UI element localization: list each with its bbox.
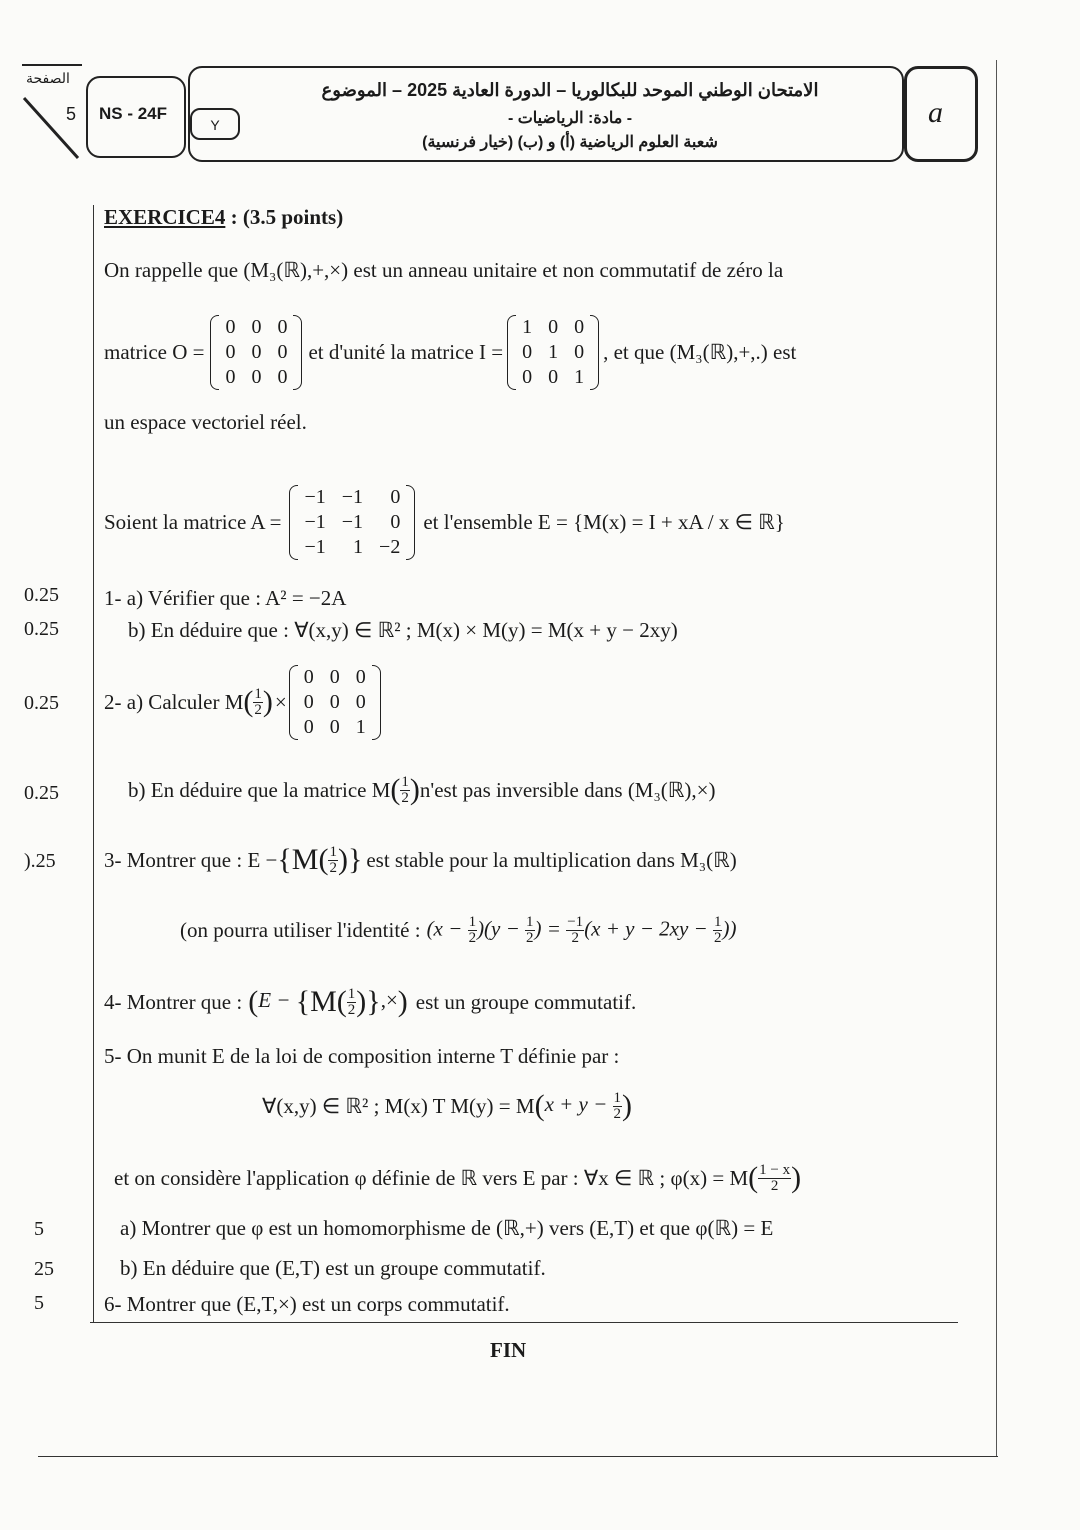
- points-q3: ).25: [24, 850, 56, 872]
- q5-app-text: et on considère l'application φ définie de ℝ vers E par : ∀x ∈ ℝ ; φ(x) = M: [114, 1165, 749, 1190]
- matrix-q2-cell-2-1: 0: [329, 715, 340, 738]
- matrix-q2-cell-2-0: 0: [303, 715, 314, 738]
- exercise-heading: [104, 205, 343, 230]
- matrix-q2-cell-1-1: 0: [329, 690, 340, 713]
- matrix-q2: [289, 665, 381, 740]
- question-5-application: et on considère l'application φ définie de ℝ vers E par : ∀x ∈ ℝ ; φ(x) = M ( $\frac{1 - x}{2}$ ): [114, 1161, 802, 1194]
- question-1b: b) En déduire que : ∀(x,y) ∈ ℝ² ; M(x) × M(y) = M(x + y − 2xy): [128, 618, 678, 642]
- points-q5b: 25: [34, 1258, 54, 1280]
- matrix-a-cell-2-2: −2: [379, 535, 401, 558]
- page-right-rule: [996, 60, 997, 1456]
- matrix-a-cell-0-0: −1: [304, 485, 326, 508]
- q2a-text: 2- a) Calculer M: [104, 689, 244, 714]
- matrix-a-cell-1-1: −1: [341, 510, 364, 533]
- intro-matrix-o-label: matrice O =: [104, 339, 205, 364]
- page-label: الصفحة: [26, 70, 70, 86]
- question-1a: 1- a) Vérifier que : A² = −2A: [104, 586, 347, 610]
- content-bottom-rule: [90, 1322, 958, 1323]
- content-left-rule: [93, 205, 94, 1323]
- matrix-a-cell-0-1: −1: [341, 485, 364, 508]
- matrix-a-cell-2-1: 1: [353, 535, 364, 558]
- matrix-q2-cell-1-0: 0: [303, 690, 314, 713]
- intro-matrix-i-label: et d'unité la matrice I =: [308, 339, 504, 364]
- question-2a: 2- a) Calculer M ( $\frac{1}{2}$ ) × 0 0 0 0 0 0 0 0 1: [104, 654, 381, 750]
- intro-vector-space: , et que (M₃(ℝ),+,.) est: [603, 339, 797, 364]
- matrix-i-cell-2-2: 1: [574, 365, 585, 388]
- q3-hint-text: (on pourra utiliser l'identité :: [180, 917, 421, 942]
- question-6: 6- Montrer que (E,T,×) est un corps commutatif.: [104, 1292, 510, 1316]
- matrix-o-cell-1-1: 0: [251, 340, 262, 363]
- corner-mark: a: [928, 96, 943, 129]
- matrix-i: [507, 315, 599, 390]
- matrix-o: [210, 315, 302, 390]
- matrix-o-cell-1-0: 0: [225, 340, 236, 363]
- fraction-half: $\frac{1}{2}$: [254, 685, 262, 718]
- intro-line-2: [104, 302, 796, 402]
- def-matrix-label: Soient la matrice A =: [104, 509, 282, 534]
- matrix-o-cell-2-0: 0: [225, 365, 236, 388]
- question-3-hint: (on pourra utiliser l'identité : (x − $\frac{1}{2}$ )(y − $\frac{1}{2}$ ) = $\frac{-1}{2}$ (x + y − 2xy − $\frac{1}{2}$ )): [180, 913, 737, 946]
- matrix-o-cell-2-1: 0: [251, 365, 262, 388]
- intro-line-1: On rappelle que (M₃(ℝ),+,×) est un anneau unitaire et non commutatif de zéro la: [104, 258, 784, 282]
- q4-text-b: est un groupe commutatif.: [415, 989, 637, 1014]
- points-q6: 5: [34, 1292, 44, 1314]
- matrix-q2-cell-1-2: 0: [355, 690, 366, 713]
- question-5-law: ∀(x,y) ∈ ℝ² ; M(x) T M(y) = M (x + y − $\frac{1}{2}$ ): [262, 1089, 633, 1122]
- question-5: 5- On munit E de la loi de composition interne T définie par :: [104, 1044, 620, 1068]
- matrix-a-cell-1-0: −1: [304, 510, 326, 533]
- page-number: 5: [66, 104, 77, 124]
- page-bottom-rule: [38, 1456, 998, 1457]
- matrix-a: [289, 485, 415, 560]
- q3-text-b: est stable pour la multiplication dans M₃(ℝ): [366, 847, 737, 872]
- question-5b: b) En déduire que (E,T) est un groupe commutatif.: [120, 1256, 546, 1280]
- points-q1a: 0.25: [24, 584, 59, 606]
- matrix-i-cell-1-2: 0: [574, 340, 585, 363]
- q4-text-a: 4- Montrer que :: [104, 989, 243, 1014]
- exam-code: NS - 24F: [99, 104, 168, 123]
- end-marker: FIN: [490, 1338, 527, 1362]
- matrix-i-cell-1-0: 0: [522, 340, 533, 363]
- def-set-e: et l'ensemble E = {M(x) = I + xA / x ∈ ℝ}: [423, 509, 785, 534]
- question-2b: b) En déduire que la matrice M ( $\frac{1}{2}$ ) n'est pas inversible dans (M₃(ℝ),×): [128, 773, 716, 806]
- matrix-i-cell-0-0: 1: [522, 315, 533, 338]
- intro-line-3: un espace vectoriel réel.: [104, 410, 307, 434]
- matrix-i-cell-2-0: 0: [522, 365, 533, 388]
- exercise-title: EXERCICE4: [104, 205, 226, 229]
- matrix-a-cell-2-0: −1: [304, 535, 326, 558]
- q5-law-text: ∀(x,y) ∈ ℝ² ; M(x) T M(y) = M: [262, 1093, 535, 1118]
- matrix-i-cell-1-1: 1: [548, 340, 559, 363]
- q2b-text-b: n'est pas inversible dans (M₃(ℝ),×): [419, 777, 716, 802]
- matrix-a-cell-1-2: 0: [390, 510, 401, 533]
- matrix-o-cell-0-0: 0: [225, 315, 236, 338]
- definition-line: [104, 470, 785, 574]
- q2b-text-a: b) En déduire que la matrice M: [128, 777, 391, 802]
- matrix-o-cell-1-2: 0: [277, 340, 288, 363]
- points-q5a: 5: [34, 1218, 44, 1240]
- matrix-i-cell-0-2: 0: [574, 315, 585, 338]
- matrix-o-cell-0-1: 0: [251, 315, 262, 338]
- matrix-a-cell-0-2: 0: [390, 485, 401, 508]
- question-3: 3- Montrer que : E − {M( $\frac{1}{2}$ )} est stable pour la multiplication dans M₃(ℝ): [104, 843, 737, 876]
- q3-text-a: 3- Montrer que : E −: [104, 847, 278, 872]
- exam-subject: - مادة: الرياضيات -: [507, 110, 633, 127]
- question-5a: a) Montrer que φ est un homomorphisme de (ℝ,+) vers (E,T) et que φ(ℝ) = E: [120, 1216, 774, 1240]
- matrix-o-cell-0-2: 0: [277, 315, 288, 338]
- code-small: Y: [210, 117, 220, 133]
- exam-title: الامتحان الوطني الموحد للبكالوريا – الدورة العادية 2025 – الموضوع: [321, 80, 819, 100]
- exam-stream: شعبة العلوم الرياضية (أ) و (ب) (خيار فرنسية): [422, 134, 718, 151]
- points-q1b: 0.25: [24, 618, 59, 640]
- matrix-o-cell-2-2: 0: [277, 365, 288, 388]
- matrix-q2-cell-2-2: 1: [355, 715, 366, 738]
- matrix-q2-cell-0-2: 0: [355, 665, 366, 688]
- question-4: 4- Montrer que : (E − {M( $\frac{1}{2}$ )},×) est un groupe commutatif.: [104, 985, 637, 1018]
- matrix-q2-cell-0-0: 0: [303, 665, 314, 688]
- exercise-points: : (3.5 points): [230, 205, 344, 229]
- code-small-box: [190, 108, 240, 140]
- matrix-i-cell-0-1: 0: [548, 315, 559, 338]
- points-q2b: 0.25: [24, 782, 59, 804]
- matrix-i-cell-2-1: 0: [548, 365, 559, 388]
- points-q2a: 0.25: [24, 692, 59, 714]
- matrix-q2-cell-0-1: 0: [329, 665, 340, 688]
